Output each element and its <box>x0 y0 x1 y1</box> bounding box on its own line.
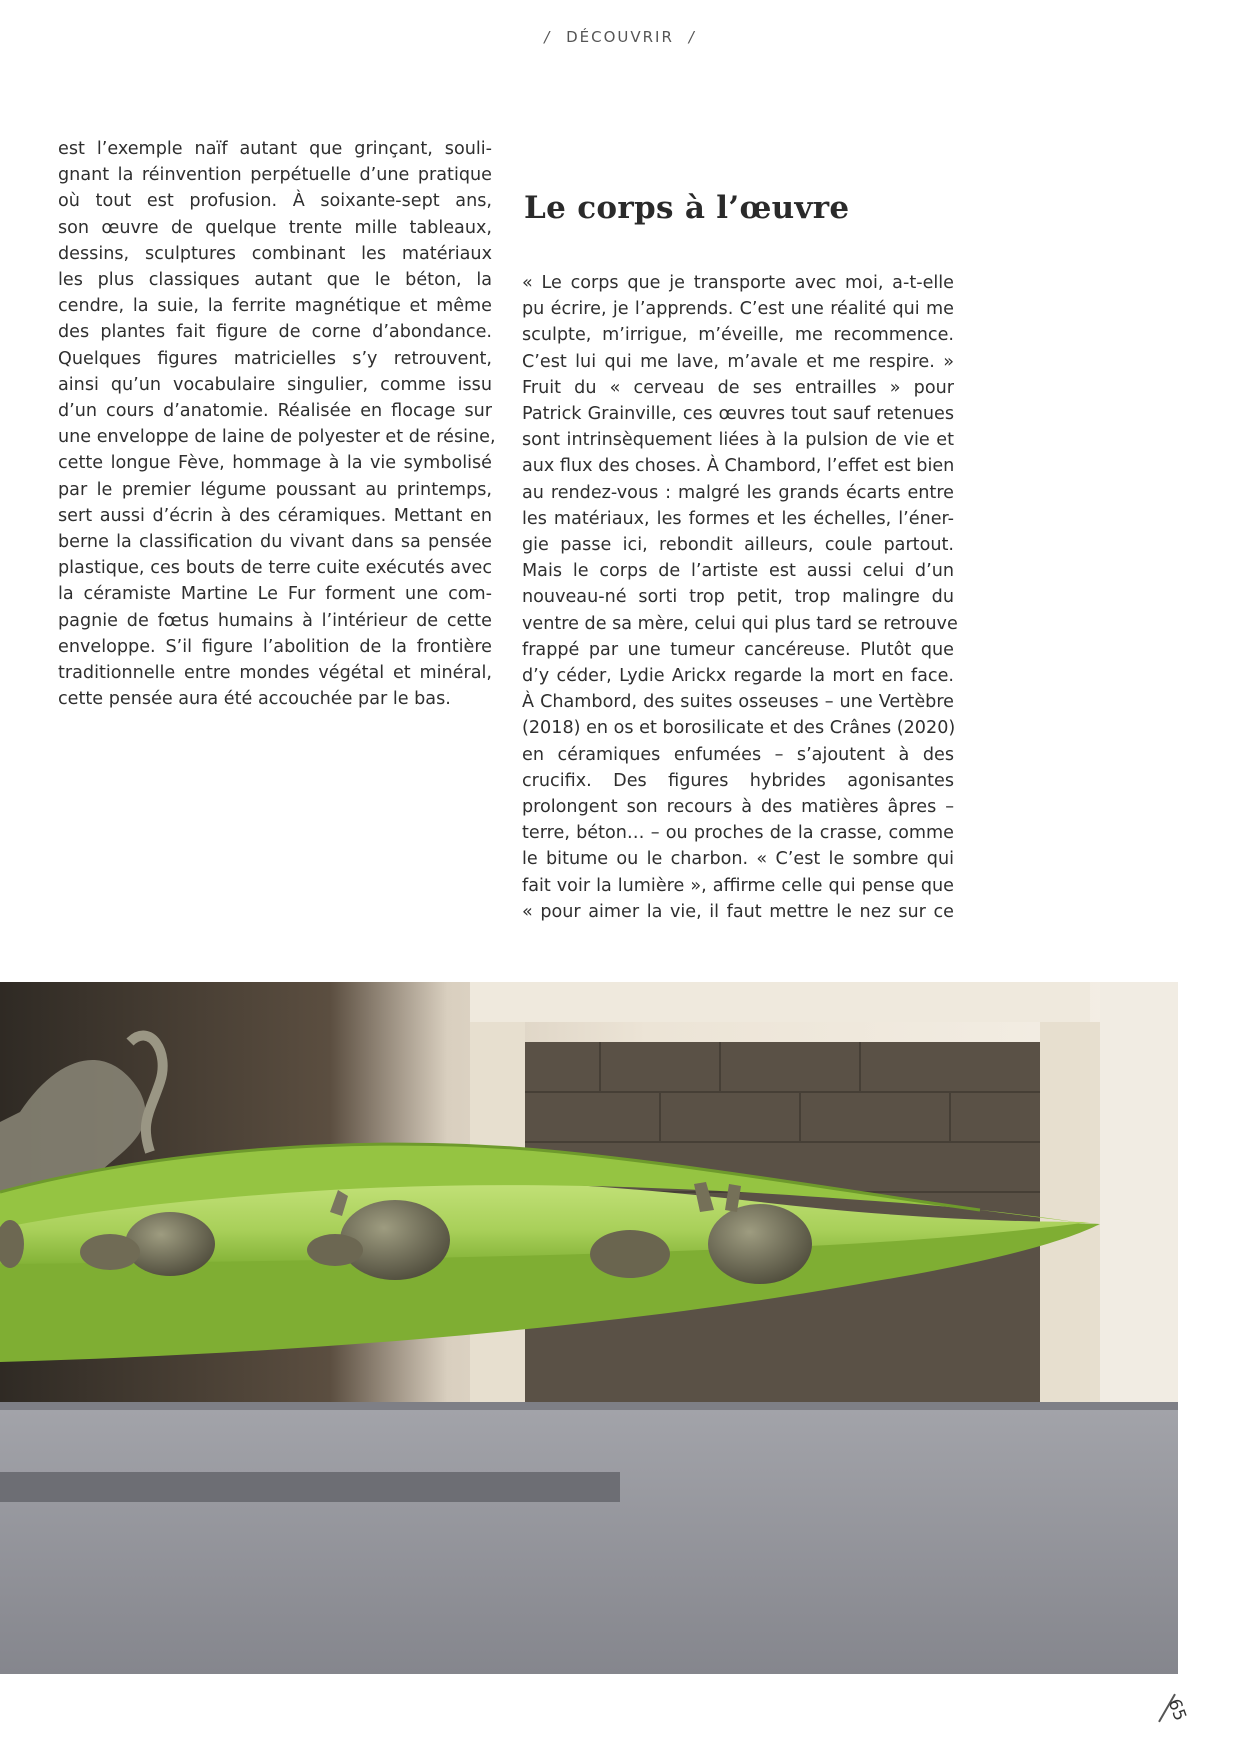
body-line: terre, béton… – ou proches de la crasse, comme <box>522 823 954 844</box>
header-slash-left: / <box>544 28 552 46</box>
body-line: gie passe ici, rebondit ailleurs, coule partout. <box>522 535 954 556</box>
section-header <box>0 28 1240 46</box>
body-line: « Le corps que je transporte avec moi, a-t-elle <box>522 273 954 293</box>
body-line: À Chambord, des suites osseuses – une Vertèbre <box>522 692 954 713</box>
body-line: une enveloppe de laine de polyester et de résine, <box>58 427 496 448</box>
body-line: cendre, la suie, la ferrite magnétique et même <box>58 296 492 317</box>
right-text-column <box>522 270 958 925</box>
body-line: d’y céder, Lydie Arickx regarde la mort en face. <box>522 666 954 687</box>
body-line: Mais le corps de l’artiste est aussi celui d’un <box>522 561 954 582</box>
body-line: plastique, ces bouts de terre cuite exécutés avec <box>58 558 492 579</box>
body-line: cette longue Fève, hommage à la vie symbolisé <box>58 453 492 474</box>
body-line: les plus classiques autant que le béton, la <box>58 270 492 291</box>
body-line: ainsi qu’un vocabulaire singulier, comme issu <box>58 374 492 395</box>
body-line: (2018) en os et borosilicate et des Crânes (2020) <box>522 718 956 739</box>
body-line: fait voir la lumière », affirme celle qui pense que <box>522 875 954 896</box>
sculpture-photo-illustration <box>0 982 1178 1674</box>
body-line: gnant la réinvention perpétuelle d’une pratique <box>58 165 492 186</box>
body-line: est l’exemple naïf autant que grinçant, souli- <box>58 139 492 159</box>
body-line: au rendez-vous : malgré les grands écarts entre <box>522 482 954 503</box>
body-line: berne la classification du vivant dans sa pensée <box>58 532 492 553</box>
body-line: son œuvre de quelque trente mille tableaux, <box>58 217 492 238</box>
body-line: C’est lui qui me lave, m’avale et me respire. » <box>522 351 954 372</box>
body-line: Patrick Grainville, ces œuvres tout sauf retenues <box>522 404 954 425</box>
body-line: nouveau-né sorti trop petit, trop malingre du <box>522 587 954 608</box>
sculpture-photo <box>0 982 1178 1674</box>
body-line: crucifix. Des figures hybrides agonisantes <box>522 770 954 791</box>
header-slash-right: / <box>688 28 696 46</box>
body-line: prolongent son recours à des matières âpres – <box>522 797 954 818</box>
body-line: dessins, sculptures combinant les matériaux <box>58 243 492 264</box>
body-line: traditionnelle entre mondes végétal et minéral, <box>58 663 492 684</box>
left-text-column <box>58 136 496 712</box>
body-line: Fruit du « cerveau de ses entrailles » pour <box>522 377 954 398</box>
body-line: le bitume ou le charbon. « C’est le sombre qui <box>522 849 954 870</box>
body-line: sont intrinsèquement liées à la pulsion de vie et <box>522 430 954 451</box>
section-title: Le corps à l’œuvre <box>524 190 850 226</box>
body-line: d’un cours d’anatomie. Réalisée en flocage sur <box>58 401 492 422</box>
body-line: frappé par une tumeur cancéreuse. Plutôt que <box>522 639 954 660</box>
body-line: Quelques figures matricielles s’y retrouvent, <box>58 348 492 369</box>
body-line: pu écrire, je l’apprends. C’est une réalité qui me <box>522 299 954 320</box>
header-section-label: DÉCOUVRIR <box>566 28 674 46</box>
body-line: « pour aimer la vie, il faut mettre le nez sur ce <box>522 901 954 922</box>
body-line: sculpte, m’irrigue, m’éveille, me recommence. <box>522 325 954 346</box>
body-line: ventre de sa mère, celui qui plus tard se retrouve <box>522 613 958 634</box>
page-number: 65 <box>1164 1696 1191 1724</box>
body-line: par le premier légume poussant au printemps, <box>58 479 492 500</box>
body-line: sert aussi d’écrin à des céramiques. Mettant en <box>58 505 492 526</box>
body-line: aux flux des choses. À Chambord, l’effet est bien <box>522 456 955 477</box>
body-line: en céramiques enfumées – s’ajoutent à des <box>522 744 954 765</box>
body-line: la céramiste Martine Le Fur forment une com- <box>58 584 492 605</box>
body-line: enveloppe. S’il figure l’abolition de la frontière <box>58 636 492 657</box>
body-line: les matériaux, les formes et les échelles, l’éner- <box>522 508 954 529</box>
body-line: cette pensée aura été accouchée par le bas. <box>58 689 451 710</box>
body-line: où tout est profusion. À soixante-sept ans, <box>58 191 492 212</box>
body-line: des plantes fait figure de corne d’abondance. <box>58 322 492 343</box>
body-line: pagnie de fœtus humains à l’intérieur de cette <box>58 610 492 631</box>
